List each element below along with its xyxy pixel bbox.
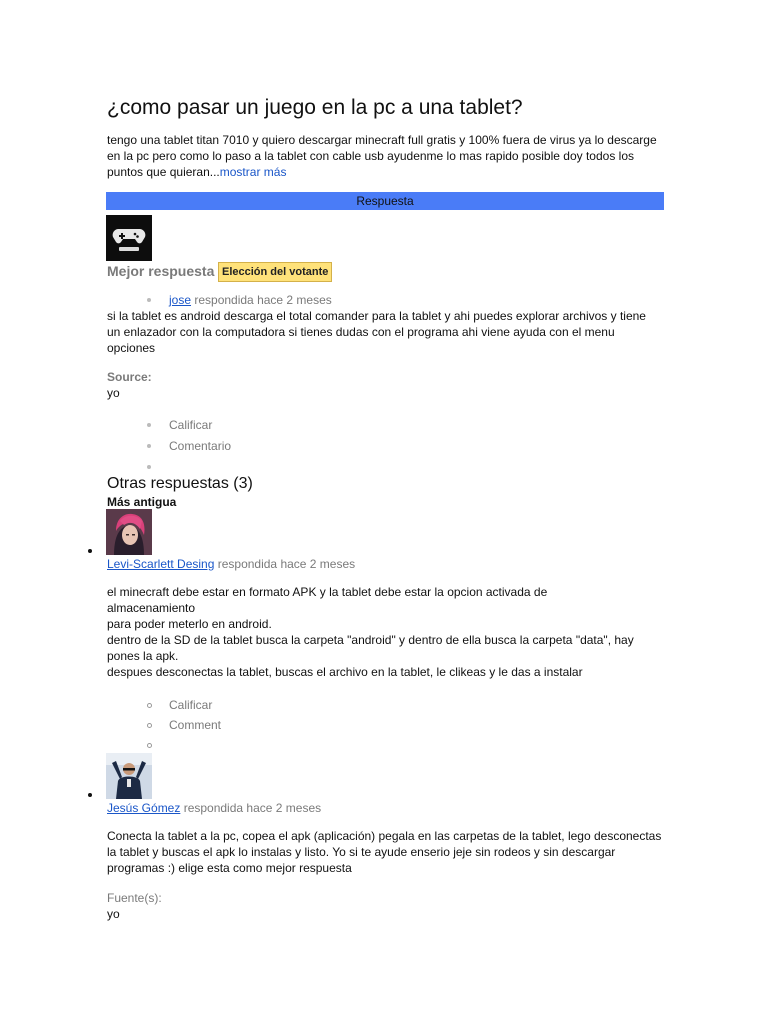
best-answer-text: si la tablet es android descarga el total comander para la tablet y ahi puedes explorar archivos y tiene un enlazador con la computadora si tienes dudas con el programa ahi viene ayuda con el menu opciones	[107, 309, 646, 355]
show-more-link[interactable]: mostrar más	[219, 165, 287, 179]
gamepad-icon	[106, 215, 152, 261]
rate-button[interactable]: Calificar	[169, 418, 213, 432]
other-answers-title: Otras respuestas (3)	[107, 475, 253, 492]
answer-2-author-link[interactable]: Jesús Gómez	[107, 801, 181, 815]
question-text: tengo una tablet titan 7010 y quiero descargar minecraft full gratis y 100% fuera de virus ya lo descarge en la pc pero como lo paso a la tablet con cable usb ayudenme lo mas rapido posible doy todos los puntos que quieran...	[107, 133, 657, 179]
answer-2-text: Conecta la tablet a la pc, copea el apk (aplicación) pegala en las carpetas de la tablet, lego desconectas la tablet y buscas el apk lo instalas y listo. Yo si te ayude enserio jeje sin rodeos y sin descargar programas :) elige esta como mejor respuesta	[107, 829, 662, 875]
bullet-circle	[147, 723, 152, 728]
portrait-avatar-icon	[106, 509, 152, 555]
voter-choice-badge: Elección del votante	[218, 262, 332, 282]
best-answer-meta	[169, 292, 332, 308]
bullet-circle	[147, 743, 152, 748]
answer-1-author-link[interactable]: Levi-Scarlett Desing	[107, 557, 215, 571]
bullet-dot	[88, 549, 92, 553]
gamer-avatar[interactable]	[106, 215, 152, 261]
person-photo-icon	[106, 753, 152, 799]
answer-section-bar: Respuesta	[106, 192, 664, 210]
bullet-dot	[88, 793, 92, 797]
answer-2-time: respondida hace 2 meses	[180, 801, 322, 815]
question-body	[107, 132, 667, 180]
best-answer-label: Mejor respuesta	[107, 263, 215, 279]
question-title: ¿como pasar un juego en la pc a una tablet?	[107, 96, 523, 119]
source-label: Source:	[107, 370, 152, 384]
levi-scarlett-avatar[interactable]	[106, 509, 152, 555]
best-answer-time: respondida hace 2 meses	[191, 293, 332, 307]
bullet-dot	[147, 444, 151, 448]
rate-button[interactable]: Calificar	[169, 698, 213, 712]
bullet-dot	[147, 423, 151, 427]
source-value: yo	[107, 386, 120, 400]
answer-1-line: pones la apk.	[107, 649, 179, 663]
answer-1-meta	[107, 556, 355, 572]
answer-1-line: dentro de la SD de la tablet busca la carpeta "android" y dentro de ella busca la carpeta "data", hay	[107, 633, 634, 647]
jesus-gomez-avatar[interactable]	[106, 753, 152, 799]
bullet-circle	[147, 703, 152, 708]
comment-button[interactable]: Comentario	[169, 439, 232, 453]
bullet-dot	[147, 465, 151, 469]
sort-oldest[interactable]: Más antigua	[107, 495, 177, 509]
answer-1-line: almacenamiento	[107, 601, 196, 615]
comment-button[interactable]: Comment	[169, 718, 222, 732]
sources-value: yo	[107, 907, 120, 921]
answer-1-line: el minecraft debe estar en formato APK y la tablet debe estar la opcion activada de	[107, 585, 548, 599]
bullet-dot	[147, 298, 151, 302]
best-answer-author-link[interactable]: jose	[169, 293, 192, 307]
sources-label: Fuente(s):	[107, 891, 162, 905]
answer-1-line: para poder meterlo en android.	[107, 617, 272, 631]
answer-1-text	[107, 584, 667, 680]
answer-1-time: respondida hace 2 meses	[214, 557, 356, 571]
answer-1-line: despues desconectas la tablet, buscas el archivo en la tablet, le clikeas y le das a instalar	[107, 665, 583, 679]
answer-2-meta	[107, 800, 321, 816]
